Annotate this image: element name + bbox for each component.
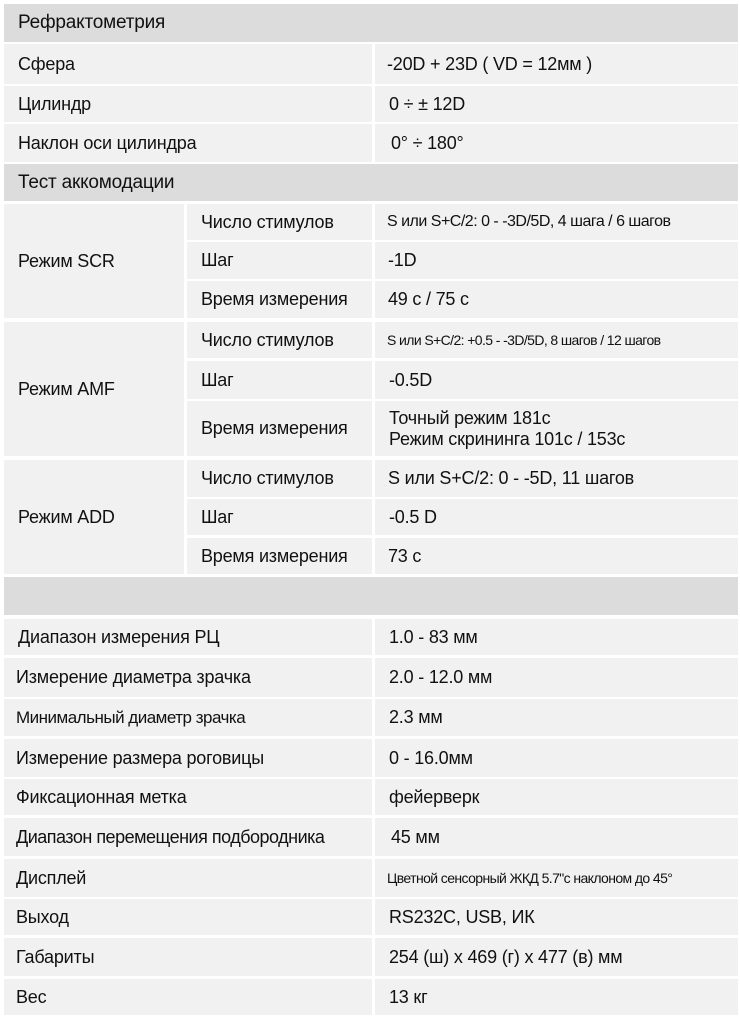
scr-value-step (375, 242, 738, 279)
label-text: Диапазон перемещения подбородника (16, 826, 325, 847)
spec-value-output (375, 899, 738, 935)
value-text: -0.5D (389, 369, 433, 390)
label-text: Шаг (201, 369, 234, 390)
label-text: Измерение диаметра зрачка (16, 667, 251, 687)
value-text: 1.0 - 83 мм (389, 626, 478, 647)
spec-value-cornea-size (375, 739, 738, 777)
value-text: -0.5 D (389, 506, 437, 527)
spec-label-min-pupil (4, 699, 372, 736)
section-header-general (4, 577, 738, 615)
label-text: Фиксационная метка (16, 786, 187, 807)
row-label-cylinder (4, 86, 372, 122)
add-label-step (187, 499, 372, 535)
label-text: Диапазон измерения РЦ (18, 626, 220, 647)
spec-label-fixation (4, 779, 372, 815)
mode-name: Режим AMF (18, 378, 115, 399)
section-title: Тест аккомодации (18, 171, 175, 193)
section-header-refractometry (4, 4, 738, 42)
value-text: 49 с / 75 с (388, 289, 469, 309)
mode-amf (4, 322, 184, 456)
spec-label-cornea-size (4, 739, 372, 777)
section-title: Рефрактометрия (18, 12, 166, 33)
value-text: S или S+C/2: 0 - -3D/5D, 4 шага / 6 шагов (387, 213, 671, 230)
amf-value-step (375, 361, 738, 399)
section-header-accommodation (4, 164, 738, 201)
label-text: Цилиндр (18, 93, 91, 114)
value-text: -20D + 23D ( VD = 12мм ) (387, 53, 593, 74)
spec-value-rc-range (375, 619, 738, 655)
label-text: Время измерения (201, 545, 348, 566)
spec-value-pupil-diameter (375, 658, 738, 697)
row-label-axis (4, 124, 372, 162)
mode-name: Режим SCR (18, 250, 115, 271)
value-text: RS232C, USB, ИК (389, 906, 535, 927)
spec-value-chinrest (375, 818, 738, 856)
value-text: 0° ÷ 180° (391, 132, 464, 153)
row-label-sphere (4, 44, 372, 84)
label-text: Минимальный диаметр зрачка (16, 707, 246, 727)
label-text: Шаг (201, 250, 234, 270)
label-text: Сфера (18, 53, 75, 74)
scr-label-step (187, 242, 372, 279)
add-value-stimuli (375, 460, 738, 497)
value-text: -1D (388, 250, 417, 270)
value-text: S или S+C/2: +0.5 - -3D/5D, 8 шагов / 12 шагов (387, 332, 661, 348)
amf-label-time (187, 401, 372, 456)
label-text: Число стимулов (201, 211, 334, 232)
label-text: Измерение размера роговицы (16, 747, 264, 768)
label-text: Время измерения (201, 418, 348, 438)
value-text: Цветной сенсорный ЖКД 5.7"с наклоном до 45° (387, 870, 673, 886)
value-line-screening: Режим скрининга 101с / 153с (389, 428, 626, 449)
scr-value-stimuli (375, 204, 738, 240)
value-text: 2.3 мм (389, 707, 443, 727)
scr-label-time (187, 281, 372, 318)
amf-value-time (375, 401, 738, 456)
value-text: 2.0 - 12.0 мм (389, 667, 493, 687)
mode-name: Режим ADD (18, 506, 115, 527)
value-line-precise: Точный режим 181с (389, 407, 551, 428)
value-text: 254 (ш) x 469 (г) x 477 (в) мм (389, 946, 623, 967)
value-text: S или S+C/2: 0 - -5D, 11 шагов (388, 468, 635, 488)
label-text: Наклон оси цилиндра (18, 132, 197, 153)
value-text: 73 с (388, 545, 422, 566)
row-value-axis (375, 124, 738, 162)
value-text: 0 - 16.0мм (389, 747, 473, 768)
spec-value-min-pupil (375, 699, 738, 736)
value-text: фейерверк (389, 786, 480, 807)
add-value-step (375, 499, 738, 535)
spec-label-dimensions (4, 938, 372, 976)
row-value-cylinder (375, 86, 738, 122)
mode-add (4, 460, 184, 574)
spec-label-rc-range (4, 619, 372, 655)
amf-label-step (187, 361, 372, 399)
add-label-stimuli (187, 460, 372, 497)
add-value-time (375, 538, 738, 574)
amf-label-stimuli (187, 322, 372, 358)
label-text: Вес (16, 986, 47, 1007)
value-text: 0 ÷ ± 12D (389, 93, 465, 114)
label-text: Число стимулов (201, 329, 334, 350)
label-text: Габариты (16, 946, 95, 967)
label-text: Число стимулов (201, 468, 334, 488)
spec-label-weight (4, 979, 372, 1015)
label-text: Дисплей (16, 867, 87, 888)
add-label-time (187, 538, 372, 574)
spec-label-display (4, 859, 372, 897)
spec-label-output (4, 899, 372, 935)
spec-value-weight (375, 979, 738, 1015)
scr-label-stimuli (187, 204, 372, 240)
spec-value-display (375, 859, 738, 897)
spec-value-dimensions (375, 938, 738, 976)
row-value-sphere (375, 44, 738, 84)
value-text: 45 мм (391, 826, 440, 847)
scr-value-time (375, 281, 738, 318)
spec-value-fixation (375, 779, 738, 815)
spec-label-pupil-diameter (4, 658, 372, 697)
value-text: 13 кг (389, 986, 428, 1007)
label-text: Шаг (201, 506, 234, 527)
spec-label-chinrest (4, 818, 372, 856)
label-text: Выход (16, 906, 69, 927)
amf-value-stimuli (375, 322, 738, 358)
mode-scr (4, 204, 184, 318)
label-text: Время измерения (201, 289, 348, 309)
